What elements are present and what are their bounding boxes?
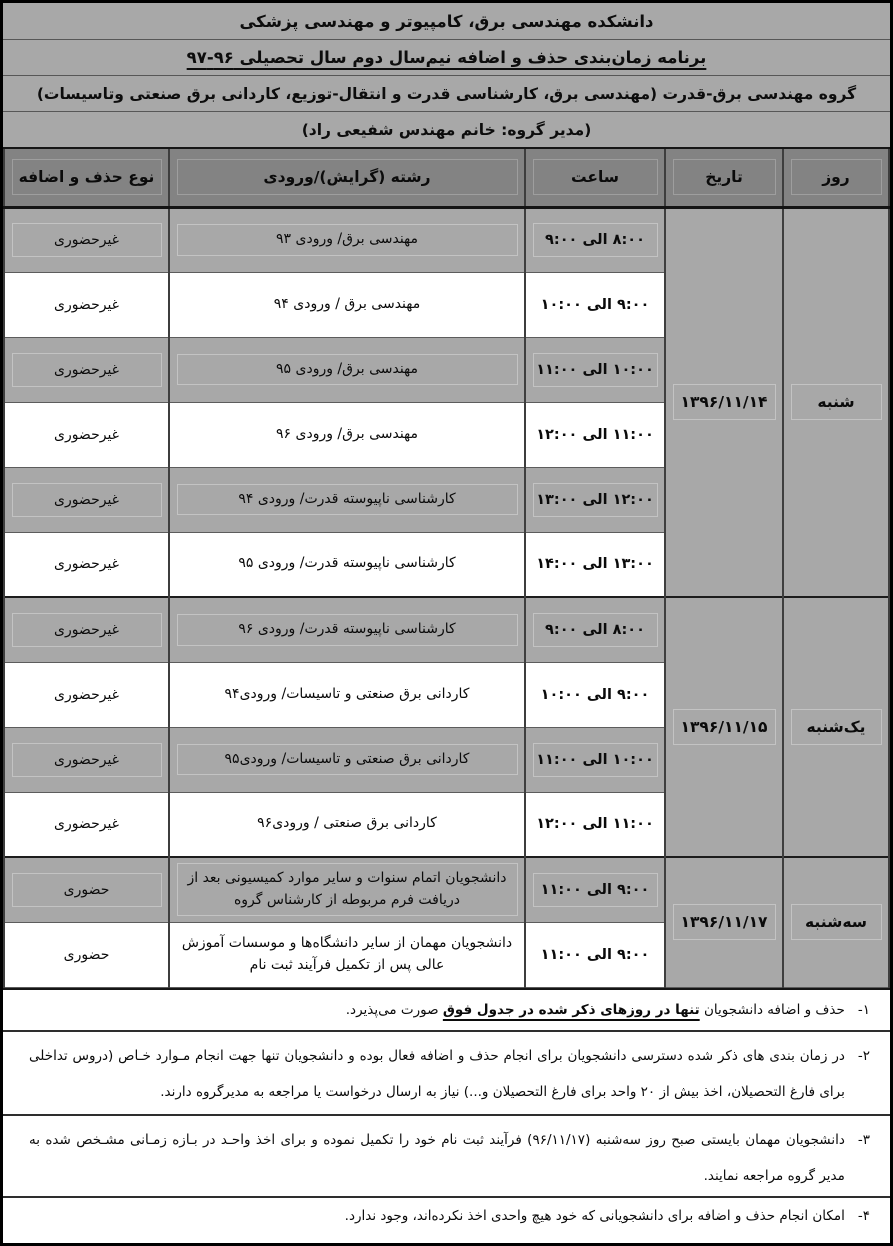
type-cell: حضوری <box>4 922 169 987</box>
field-cell: دانشجویان اتمام سنوات و سایر موارد کمیسیونی بعد از دریافت فرم مربوطه از کارشناس گروه <box>169 857 525 922</box>
department-line <box>3 75 890 111</box>
time-cell: ۱۱:۰۰ الی ۱۲:۰۰ <box>525 792 665 857</box>
note-4 <box>3 1196 890 1234</box>
department-line-text: گروه مهندسی برق-قدرت (مهندسی برق، کارشناسی قدرت و انتقال-توزیع، کاردانی برق صنعتی وتاسیسات) <box>36 84 857 103</box>
type-cell: غیرحضوری <box>4 467 169 532</box>
note-3 <box>3 1114 890 1196</box>
time-cell: ۱۱:۰۰ الی ۱۲:۰۰ <box>525 402 665 467</box>
col-header-field: رشته (گرایش)/ورودی <box>169 149 525 207</box>
field-cell: کاردانی برق صنعتی و تاسیسات/ ورودی۹۵ <box>169 727 525 792</box>
time-cell: ۹:۰۰ الی ۱۱:۰۰ <box>525 857 665 922</box>
note-1 <box>3 990 890 1030</box>
type-cell: حضوری <box>4 857 169 922</box>
note-3-number: ۳- <box>857 1131 870 1148</box>
schedule-title-text: برنامه زمان‌بندی حذف و اضافه نیم‌سال دوم سال تحصیلی ۹۶-۹۷ <box>186 48 707 67</box>
time-cell: ۹:۰۰ الی ۱۰:۰۰ <box>525 662 665 727</box>
type-cell: غیرحضوری <box>4 662 169 727</box>
col-header-date: تاریخ <box>665 149 783 207</box>
field-cell: کاردانی برق صنعتی و تاسیسات/ ورودی۹۴ <box>169 662 525 727</box>
faculty-title <box>3 3 890 39</box>
note-1-emphasis: تنها در روزهای ذکر شده در جدول فوق <box>442 1001 700 1018</box>
document-header <box>3 3 890 149</box>
time-cell: ۹:۰۰ الی ۱۱:۰۰ <box>525 922 665 987</box>
field-cell: دانشجویان مهمان از سایر دانشگاه‌ها و موسسات آموزش عالی پس از تکمیل فرآیند ثبت نام <box>169 922 525 987</box>
note-4-number: ۴- <box>857 1207 870 1224</box>
footer-notes <box>3 988 890 1234</box>
time-cell: ۱۳:۰۰ الی ۱۴:۰۰ <box>525 532 665 597</box>
note-4-text: امکان انجام حذف و اضافه برای دانشجویانی که خود هیچ واحدی اخذ نکرده‌اند، وجود ندارد. <box>344 1207 845 1224</box>
field-cell: مهندسی برق / ورودی ۹۴ <box>169 272 525 337</box>
table-header-row <box>4 149 889 207</box>
field-cell: مهندسی برق/ ورودی ۹۳ <box>169 207 525 272</box>
field-cell: مهندسی برق/ ورودی ۹۵ <box>169 337 525 402</box>
col-header-type: نوع حذف و اضافه <box>4 149 169 207</box>
director-line <box>3 111 890 147</box>
type-cell: غیرحضوری <box>4 532 169 597</box>
field-cell: کاردانی برق صنعتی / ورودی۹۶ <box>169 792 525 857</box>
note-3-text: دانشجویان مهمان بایستی صبح روز سه‌شنبه (۹۶/۱۱/۱۷) فرآیند ثبت نام خود را تکمیل نموده و برای اخذ واحـد در بـازه زمـانی مشـخص شده به مدیر گروه مراجعه نمایند. <box>29 1131 845 1184</box>
faculty-title-text: دانشکده مهندسی برق، کامپیوتر و مهندسی پزشکی <box>239 11 654 31</box>
note-1-number: ۱- <box>857 1001 870 1018</box>
col-header-day: روز <box>783 149 889 207</box>
time-cell: ۸:۰۰ الی ۹:۰۰ <box>525 207 665 272</box>
time-cell: ۹:۰۰ الی ۱۰:۰۰ <box>525 272 665 337</box>
type-cell: غیرحضوری <box>4 207 169 272</box>
type-cell: غیرحضوری <box>4 272 169 337</box>
date-cell: ۱۳۹۶/۱۱/۱۵ <box>665 597 783 857</box>
type-cell: غیرحضوری <box>4 727 169 792</box>
col-header-time: ساعت <box>525 149 665 207</box>
time-cell: ۱۰:۰۰ الی ۱۱:۰۰ <box>525 337 665 402</box>
date-cell: ۱۳۹۶/۱۱/۱۴ <box>665 207 783 597</box>
note-2-text: در زمان بندی های ذکر شده دسترسی دانشجویان برای انجام حذف و اضافه فعال بوده و دانشجویان تنها جهت انجام مـوارد خـاص (دروس تداخلی برای فارغ التحصیلان، اخذ بیش از ۲۰ واحد برای فارغ التحصیلان و...) نیاز به ارسال درخواست یا مراجعه به مدیرگروه دارند. <box>29 1047 845 1100</box>
schedule-title <box>3 39 890 75</box>
schedule-row <box>4 207 889 272</box>
type-cell: غیرحضوری <box>4 597 169 662</box>
director-line-text: (مدیر گروه: خانم مهندس شفیعی راد) <box>301 120 592 139</box>
date-cell: ۱۳۹۶/۱۱/۱۷ <box>665 857 783 987</box>
type-cell: غیرحضوری <box>4 337 169 402</box>
note-2 <box>3 1030 890 1114</box>
day-cell: سه‌شنبه <box>783 857 889 987</box>
note-2-number: ۲- <box>857 1047 870 1064</box>
time-cell: ۸:۰۰ الی ۹:۰۰ <box>525 597 665 662</box>
type-cell: غیرحضوری <box>4 402 169 467</box>
day-cell: شنبه <box>783 207 889 597</box>
day-cell: یک‌شنبه <box>783 597 889 857</box>
field-cell: کارشناسی ناپیوسته قدرت/ ورودی ۹۴ <box>169 467 525 532</box>
time-cell: ۱۰:۰۰ الی ۱۱:۰۰ <box>525 727 665 792</box>
type-cell: غیرحضوری <box>4 792 169 857</box>
schedule-table <box>3 149 890 988</box>
time-cell: ۱۲:۰۰ الی ۱۳:۰۰ <box>525 467 665 532</box>
schedule-row <box>4 597 889 662</box>
field-cell: کارشناسی ناپیوسته قدرت/ ورودی ۹۵ <box>169 532 525 597</box>
field-cell: کارشناسی ناپیوسته قدرت/ ورودی ۹۶ <box>169 597 525 662</box>
schedule-row <box>4 857 889 922</box>
note-1-text: حذف و اضافه دانشجویان تنها در روزهای ذکر شده در جدول فوق صورت می‌پذیرد. <box>345 1001 845 1018</box>
field-cell: مهندسی برق/ ورودی ۹۶ <box>169 402 525 467</box>
